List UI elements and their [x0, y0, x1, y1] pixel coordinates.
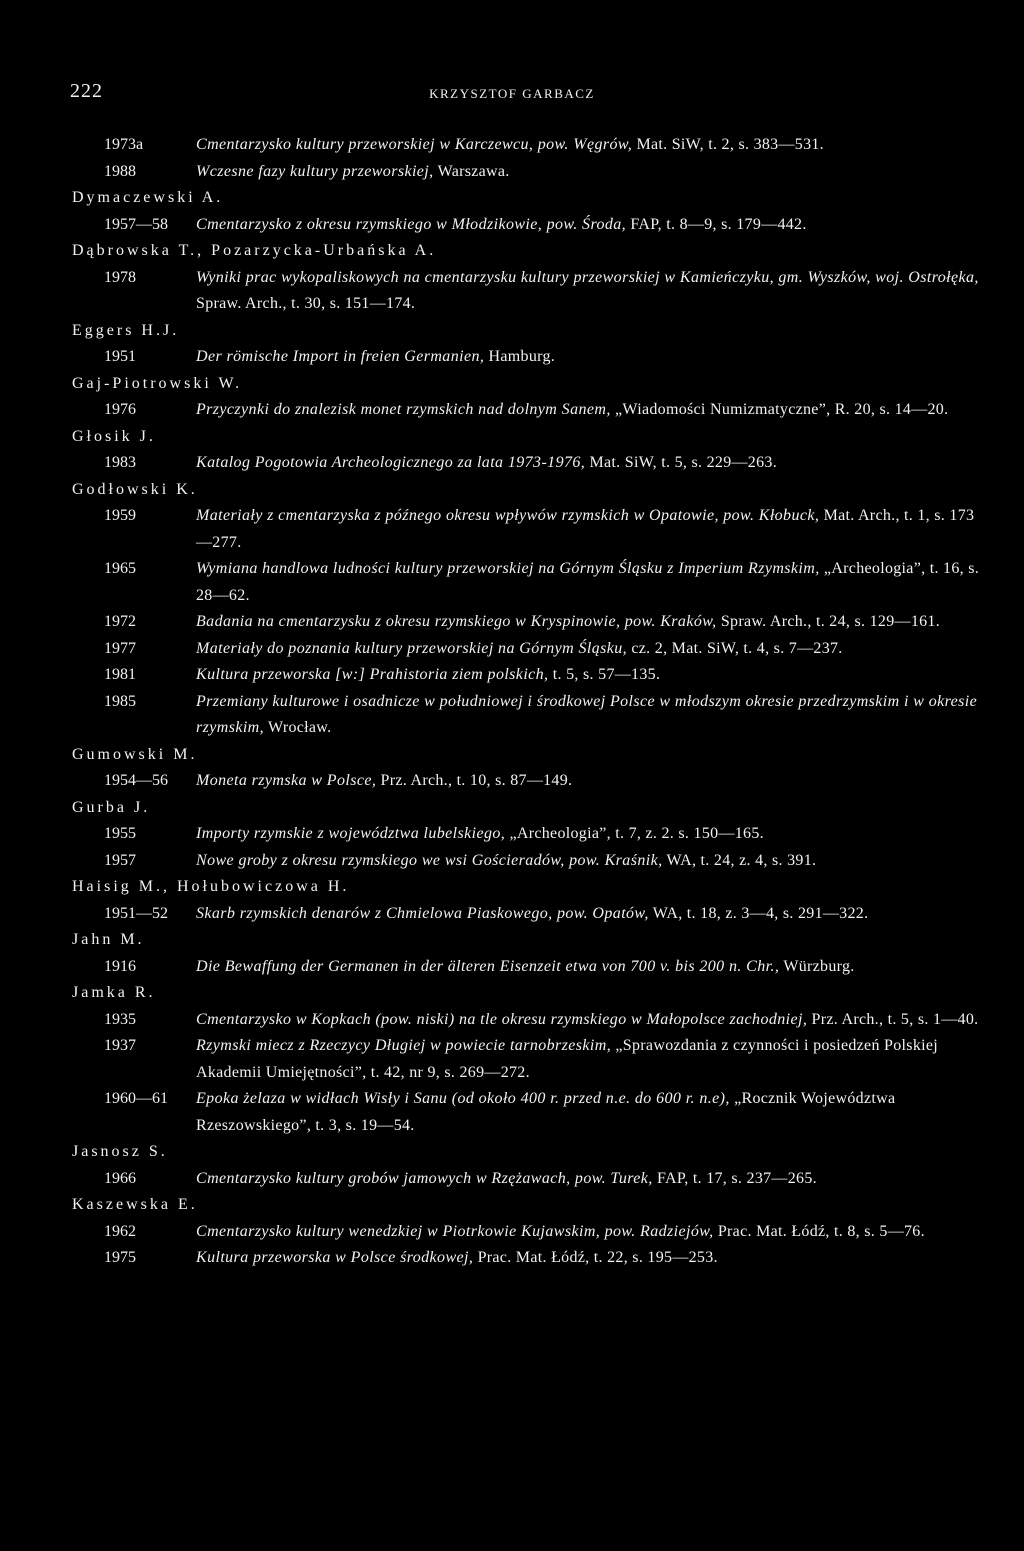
bib-author: Dymaczewski A. [72, 189, 224, 206]
bib-entry [72, 636, 984, 663]
bib-title: Kultura przeworska w Polsce środkowej, [196, 1249, 474, 1266]
bib-year: 1985 [104, 692, 136, 710]
bib-author: Haisig M., Hołubowiczowa H. [72, 878, 350, 895]
bib-publication: Prz. Arch., t. 10, s. 87—149. [376, 772, 573, 789]
bib-publication: cz. 2, Mat. SiW, t. 4, s. 7—237. [627, 639, 843, 657]
bib-title: Cmentarzysko kultury przeworskiej w Karczewcu, pow. Węgrów, [196, 136, 633, 153]
bib-title: Kultura przeworska [w:] Prahistoria ziem polskich, [196, 666, 549, 683]
bib-author: Eggers H.J. [72, 321, 180, 339]
bib-entry [72, 689, 984, 742]
bib-entry [72, 848, 984, 875]
bib-author: Gaj-Piotrowski W. [72, 374, 243, 392]
bib-reference [196, 821, 984, 848]
page-number: 222 [70, 80, 103, 102]
bib-reference [196, 397, 984, 424]
bib-entry [72, 265, 984, 318]
bib-author: Gumowski M. [72, 745, 198, 763]
bib-title: Wyniki prac wykopaliskowych na cmentarzysku kultury przeworskiej w Kamieńczyku, gm. Wyszków, woj. Ostrołęka, [196, 268, 979, 286]
bib-publication: FAP, t. 8—9, s. 179—442. [626, 215, 807, 233]
bib-entry [72, 821, 984, 848]
bib-title: Przyczynki do znalezisk monet rzymskich nad dolnym Sanem, [196, 401, 611, 418]
bib-reference [196, 450, 984, 477]
page-header [70, 80, 954, 110]
bib-title: Die Bewaffung der Germanen in der älteren Eisenzeit etwa von 700 v. bis 200 n. Chr., [196, 957, 780, 975]
bib-title: Cmentarzysko kultury grobów jamowych w Rzężawach, pow. Turek, [196, 1169, 653, 1187]
bib-reference [196, 1166, 984, 1193]
bib-publication: Spraw. Arch., t. 24, s. 129—161. [716, 613, 941, 630]
bib-title: Importy rzymskie z województwa lubelskiego, [196, 825, 506, 842]
bib-year: 1951 [104, 348, 136, 365]
bib-reference [196, 1033, 984, 1086]
bib-title: Badania na cmentarzysku z okresu rzymskiego w Kryspinowie, pow. Kraków, [196, 613, 717, 630]
bib-publication: Warszawa. [433, 162, 510, 180]
bib-entry [72, 159, 984, 186]
bib-author: Jasnosz S. [72, 1143, 168, 1160]
bib-reference [196, 689, 984, 742]
bib-title: Wymiana handlowa ludności kultury przeworskiej na Górnym Śląsku z Imperium Rzymskim, [196, 560, 820, 577]
bib-author: Jahn M. [72, 931, 145, 948]
bib-reference [196, 1245, 984, 1272]
bib-title: Epoka żelaza w widłach Wisły i Sanu (od około 400 r. przed n.e. do 600 r. n.e), [196, 1090, 730, 1107]
bib-reference [196, 1007, 984, 1034]
bib-year: 1960—61 [104, 1090, 168, 1107]
bib-reference [196, 265, 984, 318]
bib-author: Gurba J. [72, 798, 151, 816]
bib-publication: Hamburg. [484, 348, 556, 365]
bib-year: 1977 [104, 639, 136, 657]
bib-entry [72, 212, 984, 239]
bib-entry [72, 768, 984, 795]
bib-publication: WA, t. 18, z. 3—4, s. 291—322. [648, 904, 869, 922]
bib-title: Cmentarzysko w Kopkach (pow. niski) na tle okresu rzymskiego w Małopolsce zachodniej, [196, 1010, 808, 1028]
bib-reference [196, 901, 984, 928]
bib-reference [196, 609, 984, 636]
bib-title: Skarb rzymskich denarów z Chmielowa Piaskowego, pow. Opatów, [196, 904, 649, 922]
bib-title: Przemiany kulturowe i osadnicze w południowej i środkowej Polsce w młodszym okresie przedrzymskim i w okresie rzymskim, [196, 692, 978, 736]
bib-entry [72, 1219, 984, 1246]
bib-year: 1955 [104, 825, 136, 842]
bib-publication: Spraw. Arch., t. 30, s. 151—174. [196, 295, 416, 312]
bib-entry [72, 609, 984, 636]
bib-title: Materiały do poznania kultury przeworskiej na Górnym Śląsku, [196, 639, 628, 657]
bib-year: 1988 [104, 162, 136, 180]
bib-entry [72, 954, 984, 981]
bib-title: Der römische Import in freien Germanien, [196, 348, 485, 365]
bib-title: Materiały z cmentarzyska z późnego okresu wpływów rzymskich w Opatowie, pow. Kłobuck, [196, 507, 820, 524]
bib-entry [72, 397, 984, 424]
bib-author: Kaszewska E. [72, 1196, 198, 1213]
bib-author: Jamka R. [72, 984, 156, 1001]
bib-title: Moneta rzymska w Polsce, [196, 772, 377, 789]
bib-publication: Prac. Mat. Łódź, t. 22, s. 195—253. [473, 1249, 718, 1266]
bib-reference [196, 1219, 984, 1246]
bib-publication: „Wiadomości Numizmatyczne”, R. 20, s. 14—20. [610, 401, 949, 418]
bib-entry [72, 1007, 984, 1034]
bib-reference [196, 132, 984, 159]
bib-reference [196, 159, 984, 186]
bib-publication: Mat. SiW, t. 5, s. 229—263. [585, 454, 778, 471]
bib-year: 1959 [104, 507, 136, 524]
bib-entry [72, 662, 984, 689]
bib-entry [72, 1033, 984, 1086]
bib-author: Głosik J. [72, 427, 156, 445]
bib-title: Rzymski miecz z Rzeczycy Długiej w powiecie tarnobrzeskim, [196, 1037, 612, 1054]
bib-entry [72, 1245, 984, 1272]
bib-year: 1972 [104, 613, 136, 630]
bibliography-list [72, 132, 984, 1272]
bib-entry [72, 1166, 984, 1193]
bib-year: 1916 [104, 957, 136, 975]
bib-reference [196, 556, 984, 609]
bib-publication: Prz. Arch., t. 5, s. 1—40. [807, 1010, 979, 1028]
bib-title: Cmentarzysko kultury wenedzkiej w Piotrkowie Kujawskim, pow. Radziejów, [196, 1222, 714, 1240]
bib-author: Godłowski K. [72, 480, 198, 498]
bib-author: Dąbrowska T., Pozarzycka-Urbańska A. [72, 242, 437, 259]
bib-entry [72, 1086, 984, 1139]
bib-year: 1976 [104, 401, 136, 418]
bib-publication: Mat. Arch., t. 1, s. 173—277. [196, 507, 975, 551]
bib-entry [72, 132, 984, 159]
bib-reference [196, 662, 984, 689]
bib-year: 1935 [104, 1010, 136, 1028]
bib-publication: t. 5, s. 57—135. [548, 666, 661, 683]
bib-publication: „Archeologia”, t. 7, z. 2. s. 150—165. [505, 825, 764, 842]
bib-year: 1978 [104, 268, 136, 286]
bib-entry [72, 450, 984, 477]
bib-year: 1957 [104, 851, 136, 869]
bib-publication: Würzburg. [779, 957, 855, 975]
bib-title: Cmentarzysko z okresu rzymskiego w Młodzikowie, pow. Środa, [196, 215, 627, 233]
bib-year: 1937 [104, 1037, 136, 1054]
bib-publication: „Rocznik Województwa Rzeszowskiego”, t. 3, s. 19—54. [196, 1090, 896, 1134]
bib-publication: Wrocław. [264, 719, 332, 736]
bib-reference [196, 212, 984, 239]
bib-year: 1965 [104, 560, 136, 577]
bib-reference [196, 503, 984, 556]
bib-reference [196, 344, 984, 371]
bib-year: 1973a [104, 136, 144, 153]
bib-reference [196, 636, 984, 663]
bib-entry [72, 344, 984, 371]
bib-publication: FAP, t. 17, s. 237—265. [652, 1169, 817, 1187]
bib-reference [196, 1086, 984, 1139]
bib-entry [72, 901, 984, 928]
bib-reference [196, 848, 984, 875]
bib-year: 1951—52 [104, 904, 168, 922]
bib-publication: WA, t. 24, z. 4, s. 391. [662, 851, 817, 869]
bib-year: 1966 [104, 1169, 136, 1187]
bib-year: 1954—56 [104, 772, 168, 789]
bib-title: Wczesne fazy kultury przeworskiej, [196, 162, 434, 180]
bib-reference [196, 954, 984, 981]
bib-publication: Mat. SiW, t. 2, s. 383—531. [632, 136, 824, 153]
bib-publication: Prac. Mat. Łódź, t. 8, s. 5—76. [713, 1222, 925, 1240]
bib-title: Nowe groby z okresu rzymskiego we wsi Gościeradów, pow. Kraśnik, [196, 851, 663, 869]
bib-year: 1983 [104, 454, 136, 471]
bib-reference [196, 768, 984, 795]
bib-year: 1981 [104, 666, 136, 683]
bib-year: 1962 [104, 1222, 136, 1240]
bib-year: 1957—58 [104, 215, 168, 233]
running-head: KRZYSZTOF GARBACZ [429, 86, 595, 101]
bib-publication: „Sprawozdania z czynności i posiedzeń Polskiej Akademii Umiejętności”, t. 42, nr 9, s. 269—272. [196, 1037, 939, 1081]
bib-entry [72, 556, 984, 609]
bib-entry [72, 503, 984, 556]
bib-title: Katalog Pogotowia Archeologicznego za lata 1973-1976, [196, 454, 586, 471]
bib-publication: „Archeologia”, t. 16, s. 28—62. [196, 560, 980, 604]
bib-year: 1975 [104, 1249, 136, 1266]
